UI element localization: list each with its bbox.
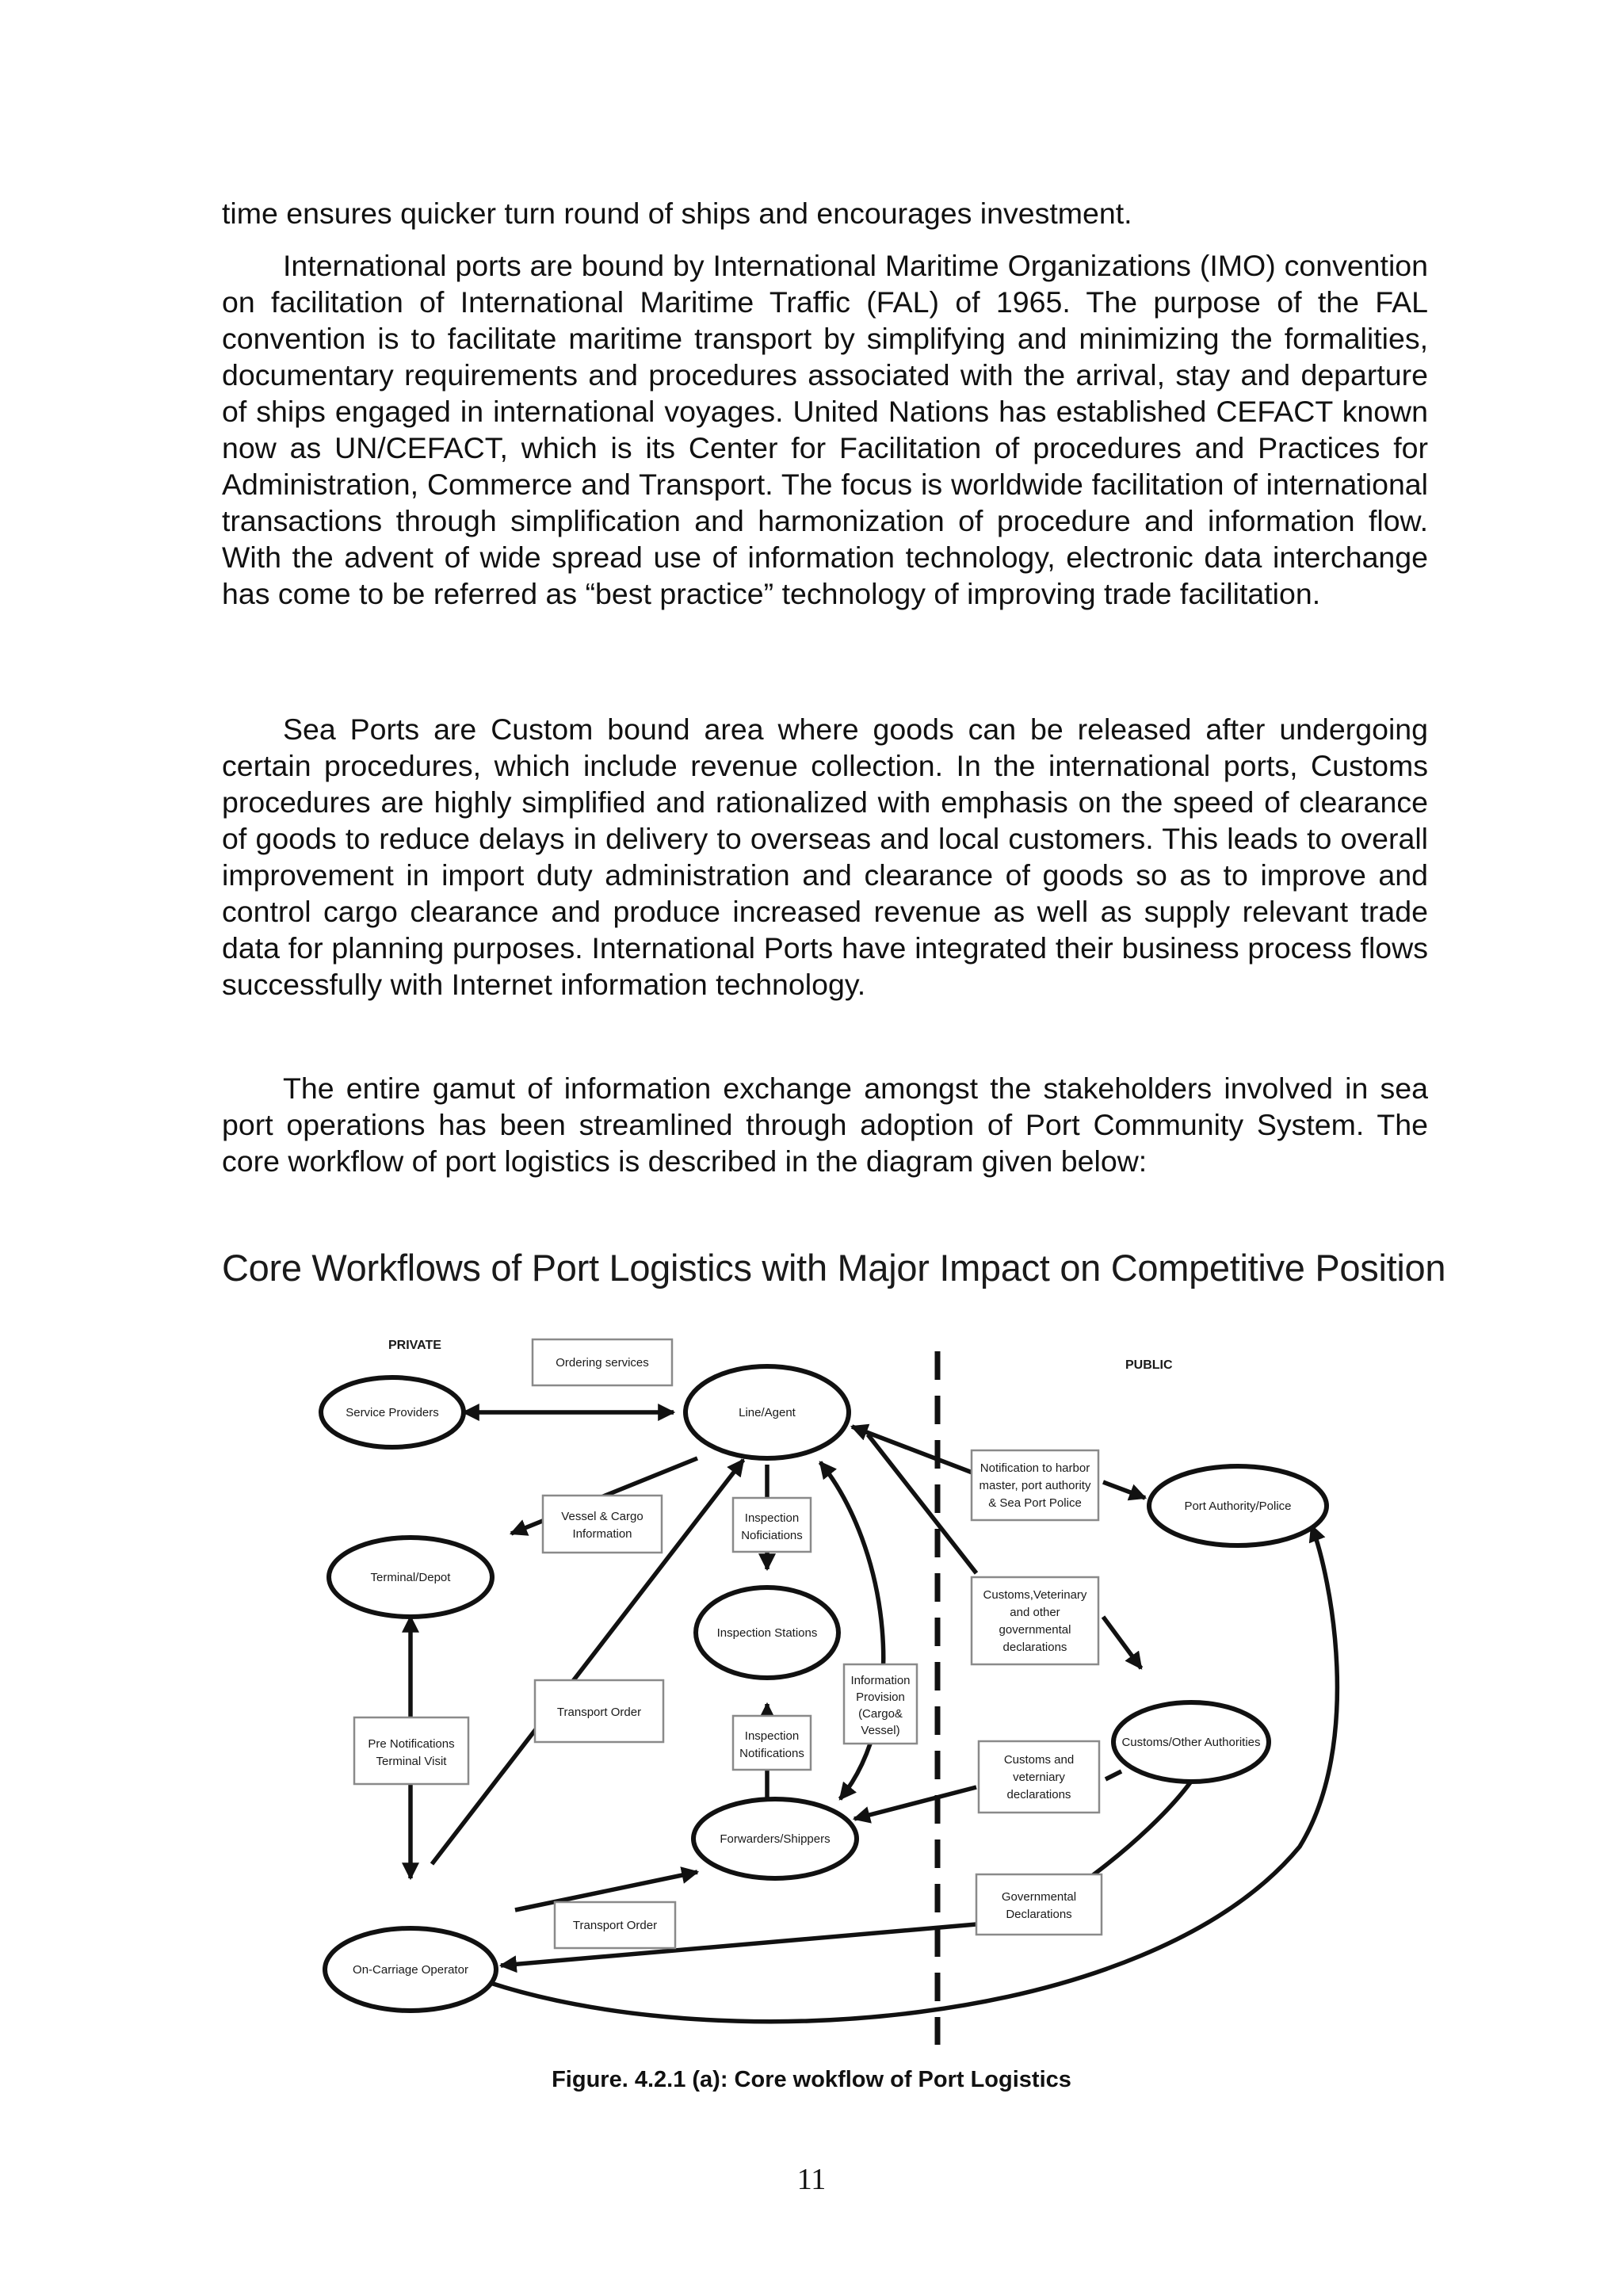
arrow-notification-line: [852, 1427, 976, 1474]
node-forwarders-shippers: [693, 1799, 857, 1878]
svg-text:governmental: governmental: [999, 1623, 1071, 1637]
svg-text:Customs/Other Authorities: Customs/Other Authorities: [1121, 1736, 1261, 1749]
svg-text:Noficiations: Noficiations: [741, 1529, 803, 1542]
svg-text:master, port authority: master, port authority: [979, 1479, 1091, 1492]
svg-text:Inspection: Inspection: [744, 1729, 800, 1743]
svg-text:declarations: declarations: [1002, 1641, 1067, 1654]
svg-text:On-Carriage Operator: On-Carriage Operator: [353, 1963, 468, 1977]
svg-text:Customs,Veterinary: Customs,Veterinary: [983, 1588, 1087, 1602]
svg-text:Declarations: Declarations: [1006, 1908, 1072, 1921]
arrow-declarations-customs: [1103, 1617, 1141, 1668]
svg-text:Transport Order: Transport Order: [572, 1919, 658, 1932]
svg-text:Service Providers: Service Providers: [346, 1406, 439, 1419]
node-terminal-depot: [329, 1538, 492, 1617]
arrow-customs-decl-link: [1106, 1771, 1121, 1779]
box-transport-order-upper: [535, 1680, 663, 1742]
svg-text:Inspection Stations: Inspection Stations: [716, 1626, 818, 1640]
svg-text:Vessel & Cargo: Vessel & Cargo: [561, 1510, 643, 1523]
svg-text:Notification to harbor: Notification to harbor: [980, 1461, 1090, 1475]
svg-text:declarations: declarations: [1006, 1788, 1071, 1801]
node-customs-other-authorities: [1113, 1702, 1269, 1782]
svg-text:Terminal/Depot: Terminal/Depot: [370, 1571, 451, 1584]
box-customs-and-veterinary: [979, 1741, 1099, 1813]
svg-text:Information: Information: [572, 1527, 632, 1541]
box-notification-harbor: [972, 1450, 1098, 1520]
svg-text:veterniary: veterniary: [1013, 1771, 1065, 1784]
svg-text:Terminal Visit: Terminal Visit: [376, 1755, 447, 1768]
paragraph-port-community-system: The entire gamut of information exchange amongst the stakeholders involved in sea port operations has been streamlined through adoption of Port Community System. The core workflow of port logistics is described in the diagram given below:: [222, 1072, 1428, 1178]
paragraph-fal-convention: International ports are bound by International Maritime Organizations (IMO) convention on facilitation of International Maritime Traffic (FAL) of 1965. The purpose of the FAL convention is to facilitate maritime transport by simplifying and minimizing the formalities, documentary requirements and procedures associated with the arrival, stay and departure of ships engaged in international voyages. United Nations has established CEFACT known now as UN/CEFACT, which is its Center for Facilitation of procedures and Practices for Administration, Commerce and Transport. The focus is worldwide facilitation of international transactions through simplification and harmonization of procedure and information flow. With the advent of wide spread use of information technology, electronic data interchange has come to be referred as “best practice” technology of improving trade facilitation.: [222, 249, 1428, 610]
box-vessel-cargo-information: [543, 1496, 662, 1553]
svg-text:and other: and other: [1010, 1606, 1060, 1619]
box-governmental-declarations: [976, 1874, 1102, 1935]
svg-text:& Sea Port Police: & Sea Port Police: [988, 1496, 1082, 1510]
svg-text:Pre Notifications: Pre Notifications: [368, 1737, 455, 1751]
box-inspection-notifications-top: [733, 1498, 811, 1552]
port-logistics-diagram: [0, 1300, 1623, 2061]
box-inspection-notifications-bottom: [733, 1716, 811, 1770]
private-label: PRIVATE: [388, 1339, 441, 1352]
box-information-provision: [844, 1664, 917, 1744]
node-inspection-stations: [696, 1587, 838, 1678]
box-transport-order-lower: [555, 1902, 675, 1948]
page-number: 11: [796, 2163, 827, 2196]
diagram-title: Core Workflows of Port Logistics with Major Impact on Competitive Position: [222, 1247, 1446, 1289]
svg-text:Governmental: Governmental: [1001, 1890, 1077, 1904]
node-on-carriage-operator: [325, 1928, 496, 2011]
svg-text:Information: Information: [850, 1674, 911, 1687]
svg-text:Provision: Provision: [856, 1690, 905, 1704]
svg-text:Transport Order: Transport Order: [556, 1706, 642, 1719]
svg-text:Ordering services: Ordering services: [556, 1356, 649, 1370]
paragraph-sea-ports: Sea Ports are Custom bound area where goods can be released after undergoing certain procedures, which include revenue collection. In the international ports, Customs procedures are highly simplified and rationalized with emphasis on the speed of clearance of goods to reduce delays in delivery to overseas and local customers. This leads to overall improvement in import duty administration and clearance of goods so as to improve and control cargo clearance and produce increased revenue as well as supply relevant trade data for planning purposes. International Ports have integrated their business process flows successfully with Internet information technology.: [222, 712, 1428, 1001]
figure-caption: Figure. 4.2.1 (a): Core wokflow of Port Logistics: [552, 2067, 1071, 2092]
svg-text:Notifications: Notifications: [739, 1747, 804, 1760]
node-service-providers: [321, 1377, 464, 1447]
svg-text:Inspection: Inspection: [744, 1511, 800, 1525]
public-label: PUBLIC: [1125, 1358, 1173, 1372]
box-pre-notifications: [354, 1717, 468, 1784]
svg-text:(Cargo&: (Cargo&: [858, 1707, 903, 1721]
svg-text:Port Authority/Police: Port Authority/Police: [1184, 1499, 1292, 1513]
paragraph-continuation: time ensures quicker turn round of ships and encourages investment.: [222, 197, 1132, 230]
svg-text:Customs and: Customs and: [1003, 1753, 1075, 1767]
node-line-agent: [685, 1366, 849, 1458]
arrow-customs-forwarders: [854, 1787, 976, 1819]
node-port-authority-police: [1149, 1466, 1327, 1545]
svg-text:Forwarders/Shippers: Forwarders/Shippers: [720, 1832, 831, 1846]
svg-text:Line/Agent: Line/Agent: [739, 1406, 796, 1419]
box-customs-veterinary-declarations: [972, 1577, 1098, 1664]
svg-text:Vessel): Vessel): [861, 1724, 900, 1737]
box-ordering-services: [533, 1339, 672, 1385]
arrow-notification-port: [1103, 1482, 1145, 1498]
